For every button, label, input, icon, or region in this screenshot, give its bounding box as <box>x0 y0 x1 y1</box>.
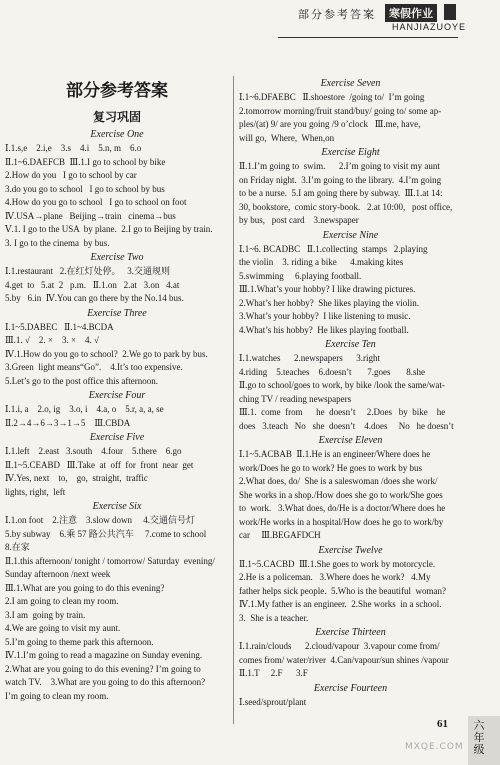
section-heading: 复习巩固 <box>92 110 141 124</box>
answer-line: She works in a shop./How does she go to work/She goes <box>239 489 443 500</box>
answer-line: Ⅲ.1.What are you going to do this evening? <box>5 582 165 593</box>
answer-line: 3.do you go to school I go to school by bus <box>5 183 165 194</box>
exercise-title: Exercise Seven <box>320 78 381 89</box>
answer-line: Ⅰ.1~6.DFAEBC Ⅱ.shoestore /going to/ I’m going <box>239 92 425 102</box>
answer-line: Ⅰ.seed/sprout/plant <box>239 696 307 707</box>
answer-line: Ⅰ.1.on foot 2.注意 3.slow down 4.交通信号灯 <box>5 515 196 525</box>
exercise-title: Exercise Eight <box>321 147 380 158</box>
exercise-title: Exercise One <box>90 129 144 140</box>
answer-line: Ⅱ.1~5.CACBD Ⅲ.1.She goes to work by motorcycle. <box>239 558 436 569</box>
answer-line: Ⅱ.2→4→6→3→1→5 Ⅲ.CBDA <box>5 417 131 428</box>
answer-line: comes from/ water/river 4.Can/vapour/sun shines /vapour <box>239 654 449 665</box>
column-divider <box>233 76 234 724</box>
answer-line: 4.How do you go to school I go to school on foot <box>5 197 187 207</box>
answer-line: Ⅱ.go to school/goes to work, by bike /look the same/wat- <box>239 380 445 390</box>
answer-line: Ⅰ.1~6. BCADBC Ⅱ.1.collecting stamps 2.playing <box>239 243 428 254</box>
answer-line: 4.get to 5.at 2 p.m. Ⅱ.1.on 2.at 3.on 4.at <box>5 279 180 290</box>
answer-line: 2.What’s her hobby? She likes playing the violin. <box>239 297 419 308</box>
header-tag: 寒假作业 <box>385 4 437 22</box>
answer-line: lights, right, left <box>5 486 66 497</box>
answer-line: Ⅲ.1. √ 2. × 3. × 4. √ <box>5 335 99 345</box>
header-chinese-title: 部分参考答案 <box>298 9 376 21</box>
answer-line: will go, Where, When,on <box>239 132 335 143</box>
answer-line: Ⅴ.1. I go to the USA by plane. 2.I go to Beijing by train. <box>5 224 213 234</box>
answer-line: by bus, post card 3.newspaper <box>239 215 359 225</box>
answer-line: work/Does he go to work? He goes to work by bus <box>239 462 422 473</box>
answer-line: 2.What are you going to do this evening? I’m going to <box>5 663 201 674</box>
page-header <box>0 0 500 50</box>
left-column <box>5 76 229 703</box>
answer-line: Ⅰ.1~5.ACBAB Ⅱ.1.He is an engineer/Where does he <box>239 449 431 459</box>
exercise-title: Exercise Six <box>92 501 142 512</box>
watermark: MXQE.COM <box>405 742 464 752</box>
answer-line: 5.by 6.in Ⅳ.You can go there by the No.14 bus. <box>5 293 184 303</box>
side-tab-label: 六年级 <box>473 719 485 756</box>
answer-line: 8.在家 <box>5 542 30 552</box>
answer-line: does 3.teach No she doesn’t 4.does No he doesn’t <box>239 420 454 431</box>
header-block-decoration <box>444 4 456 20</box>
answer-line: Ⅳ.1.My father is an engineer. 2.She works in a school. <box>239 599 442 609</box>
answer-line: Ⅳ.Yes, next to, go, straight, traffic <box>5 473 148 483</box>
answer-line: Sunday afternoon /next week <box>5 569 111 579</box>
exercise-title: Exercise Twelve <box>318 544 383 556</box>
answer-line: 5.I’m going to theme park this afternoon. <box>5 636 154 647</box>
answer-line: work/He works in a hospital/How does he go to work/by <box>239 516 444 527</box>
answer-line: Ⅰ.1.watches 2.newspapers 3.right <box>239 353 381 363</box>
right-column <box>239 76 462 709</box>
answer-line: father helps sick people. 5.Who is the beautiful woman? <box>239 585 446 596</box>
answer-line: 3.Green light means“Go”. 4.It’s too expensive. <box>5 362 183 372</box>
exercise-title: Exercise Fourteen <box>313 682 388 694</box>
exercise-title: Exercise Nine <box>322 229 379 241</box>
left-sections <box>5 127 229 703</box>
answer-line: 5.by subway 6.乘 57 路公共汽车 7.come to school <box>5 528 207 539</box>
answer-line: 4.We are going to visit my aunt. <box>5 623 121 633</box>
answer-line: 3.What’s your hobby? I like listening to music. <box>239 311 411 321</box>
exercise-title: Exercise Eleven <box>318 435 383 446</box>
answer-line: 4.What’s his hobby? He likes playing football. <box>239 324 409 335</box>
answer-line: Ⅲ.1. come from he doesn’t 2.Does by bike he <box>239 407 446 417</box>
answer-line: Ⅱ.1.this afternoon/ tonight / tomorrow/ Saturday evening/ <box>5 555 215 566</box>
exercise-title: Exercise Four <box>88 390 146 401</box>
answer-line: Ⅰ.1.left 2.east 3.south 4.four 5.there 6.go <box>5 446 182 456</box>
answer-line: Ⅰ.1.i, a 2.o, ig 3.o, i 4.a, o 5.r, a, a, se <box>5 404 164 414</box>
answer-line: watch TV. 3.What are you going to do this afternoon? <box>5 677 206 687</box>
answer-line: to be a nurse. 5.I am going there by subway. Ⅲ.1.at 14: <box>239 188 443 198</box>
answer-line: the violin 3. riding a bike 4.making kites <box>239 257 404 267</box>
exercise-title: Exercise Ten <box>325 339 376 350</box>
answer-line: Ⅱ.1~6.DAEFCB Ⅲ.1.I go to school by bike <box>5 156 166 167</box>
answer-line: 5.Let’s go to the post office this afternoon. <box>5 375 159 386</box>
answer-line: to work. 3.What does, do/He is a doctor/Where does he <box>239 503 446 513</box>
answer-line: 5.swimming 6.playing football. <box>239 270 362 281</box>
answer-line: on Friday night. 3.I’m going to the library. 4.I’m going <box>239 174 442 185</box>
answer-line: Ⅰ.1~5.DABEC Ⅱ.1~4.BCDA <box>5 321 114 332</box>
answer-line: Ⅰ.1.s,e 2.i,e 3.s 4.i 5.n, m 6.o <box>5 143 142 153</box>
answer-line: car Ⅲ.BEGAFDCH <box>239 530 321 540</box>
answer-line: ching TV / reading newspapers <box>239 393 352 404</box>
answer-line: Ⅳ.1.I’m going to read a magazine on Sunday evening. <box>5 650 203 660</box>
answer-line: Ⅱ.1.I’m going to swim. 2.I’m going to visit my aunt <box>239 161 440 171</box>
answer-line: 4.riding 5.teaches 6.doesn’t 7.goes 8.she <box>239 366 426 377</box>
answer-line: 3.I am going by train. <box>5 609 86 620</box>
answer-line: Ⅰ.1.restaurant 2.在红灯处停。 3.交通规则 <box>5 266 171 276</box>
answer-line: 2.tomorrow morning/fruit stand/buy/ going to/ some ap- <box>239 105 442 116</box>
answer-line: 2.How do you I go to school by car <box>5 170 137 180</box>
answer-line: 2.I am going to clean my room. <box>5 596 119 606</box>
answer-line: Ⅲ.1.What’s your hobby? I like drawing pictures. <box>239 284 416 294</box>
answer-line: Ⅰ.1.rain/clouds 2.cloud/vapour 3.vapour come from/ <box>239 641 440 651</box>
answer-line: 3. I go to the cinema by bus. <box>5 237 110 248</box>
answer-line: 3. She is a teacher. <box>239 612 309 623</box>
answer-line: 30, bookstore, comic story-book. 2.at 10:00, post office, <box>239 201 453 212</box>
exercise-title: Exercise Five <box>89 432 145 443</box>
answer-line: I’m going to clean my room. <box>5 690 109 701</box>
answer-line: Ⅳ.USA→plane Beijing→train cinema→bus <box>5 210 176 221</box>
exercise-title: Exercise Three <box>87 307 147 319</box>
answer-line: Ⅱ.1.T 2.F 3.F <box>239 668 308 678</box>
page-number: 61 <box>437 718 448 730</box>
answer-line: ples/(at) 9/ are you going /9 o’clock Ⅲ.me, have, <box>239 119 421 129</box>
answer-line: Ⅳ.1.How do you go to school? 2.We go to park by bus. <box>5 348 208 359</box>
header-rule <box>278 37 458 38</box>
answer-line: Ⅱ.1~5.CEABD Ⅲ.Take at off for front near get <box>5 459 194 470</box>
answer-line: 2.He is a policeman. 3.Where does he work? 4.My <box>239 572 431 582</box>
answer-line: 2.What does, do/ She is a saleswoman /does she work/ <box>239 476 438 486</box>
side-tab <box>468 716 500 765</box>
header-english-title: HANJIAZUOYE <box>392 22 467 32</box>
exercise-title: Exercise Two <box>90 252 144 263</box>
exercise-title: Exercise Thirteen <box>315 627 386 638</box>
page-title: 部分参考答案 <box>66 81 168 101</box>
right-sections <box>239 76 462 709</box>
